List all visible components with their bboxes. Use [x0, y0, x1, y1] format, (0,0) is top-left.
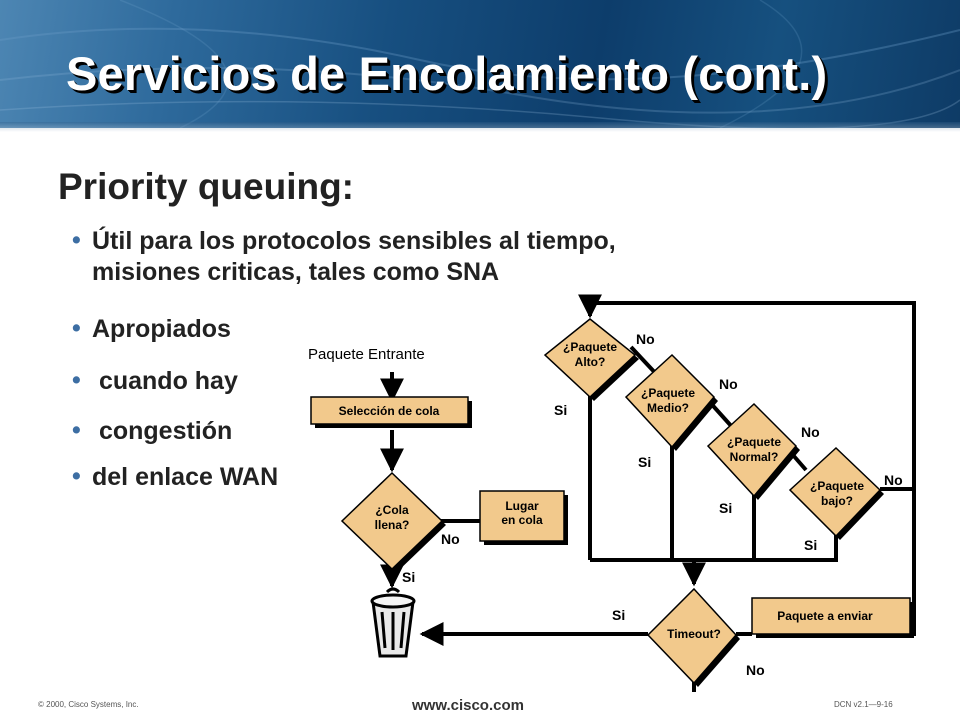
label-medium-yes: Si [638, 454, 652, 470]
slide-title: Servicios de Encolamiento (cont.) [66, 47, 828, 100]
place-in-queue-line-1: Lugar [505, 499, 539, 513]
timeout-label: Timeout? [667, 627, 721, 641]
website-link[interactable]: www.cisco.com [412, 697, 524, 714]
low-priority-decision [790, 448, 884, 540]
bullet-dot: • [72, 226, 81, 254]
slide-code: DCN v2.1—9-16 [834, 700, 893, 709]
queue-selection-box [311, 397, 472, 428]
queue-full-line-1: ¿Cola [375, 503, 409, 517]
medium-priority-line-1: ¿Paquete [640, 386, 696, 400]
low-priority-line-1: ¿Paquete [809, 479, 865, 493]
high-priority-line-1: ¿Paquete [562, 340, 618, 354]
medium-priority-decision [626, 355, 718, 451]
label-high-yes: Si [554, 402, 568, 418]
label-low-yes: Si [804, 537, 818, 553]
bullet-dot: • [72, 462, 81, 490]
label-queue-yes: Si [402, 569, 416, 585]
slide-subtitle: Priority queuing: [58, 166, 354, 207]
bullet-text: congestión [92, 417, 233, 445]
bullet-dot: • [72, 416, 81, 444]
high-priority-decision [545, 319, 639, 401]
label-timeout-no: No [746, 662, 765, 678]
normal-priority-line-1: ¿Paquete [726, 435, 782, 449]
label-normal-no: No [801, 424, 820, 440]
queue-full-line-2: llena? [374, 518, 410, 532]
bullet-dot: • [72, 366, 81, 394]
label-medium-no: No [719, 376, 738, 392]
trash-can-icon [372, 589, 414, 656]
bullet-text: Apropiados [92, 315, 231, 343]
low-priority-line-2: bajo? [821, 494, 853, 508]
label-normal-yes: Si [719, 500, 733, 516]
incoming-packet-label: Paquete Entrante [308, 346, 425, 363]
normal-priority-line-2: Normal? [729, 450, 779, 464]
bullet-text: cuando hay [92, 367, 238, 395]
bullet-line: Útil para los protocolos sensibles al tiempo, [92, 227, 616, 255]
bullet-text: del enlace WAN [92, 463, 279, 491]
packet-to-send-label: Paquete a enviar [777, 609, 873, 623]
queue-selection-label: Selección de cola [338, 404, 440, 418]
label-low-no: No [884, 472, 903, 488]
high-priority-line-2: Alto? [574, 355, 606, 369]
label-queue-no: No [441, 531, 460, 547]
bullet-dot: • [72, 314, 81, 342]
place-in-queue-box [480, 491, 568, 545]
bullet-line: misiones criticas, tales como SNA [92, 258, 500, 286]
label-high-no: No [636, 331, 655, 347]
medium-priority-line-2: Medio? [647, 401, 689, 415]
timeout-decision [648, 589, 740, 687]
packet-to-send-box [752, 598, 914, 638]
copyright-text: © 2000, Cisco Systems, Inc. [38, 700, 139, 709]
queue-full-decision [342, 473, 446, 573]
place-in-queue-line-2: en cola [501, 513, 543, 527]
label-timeout-yes: Si [612, 607, 626, 623]
